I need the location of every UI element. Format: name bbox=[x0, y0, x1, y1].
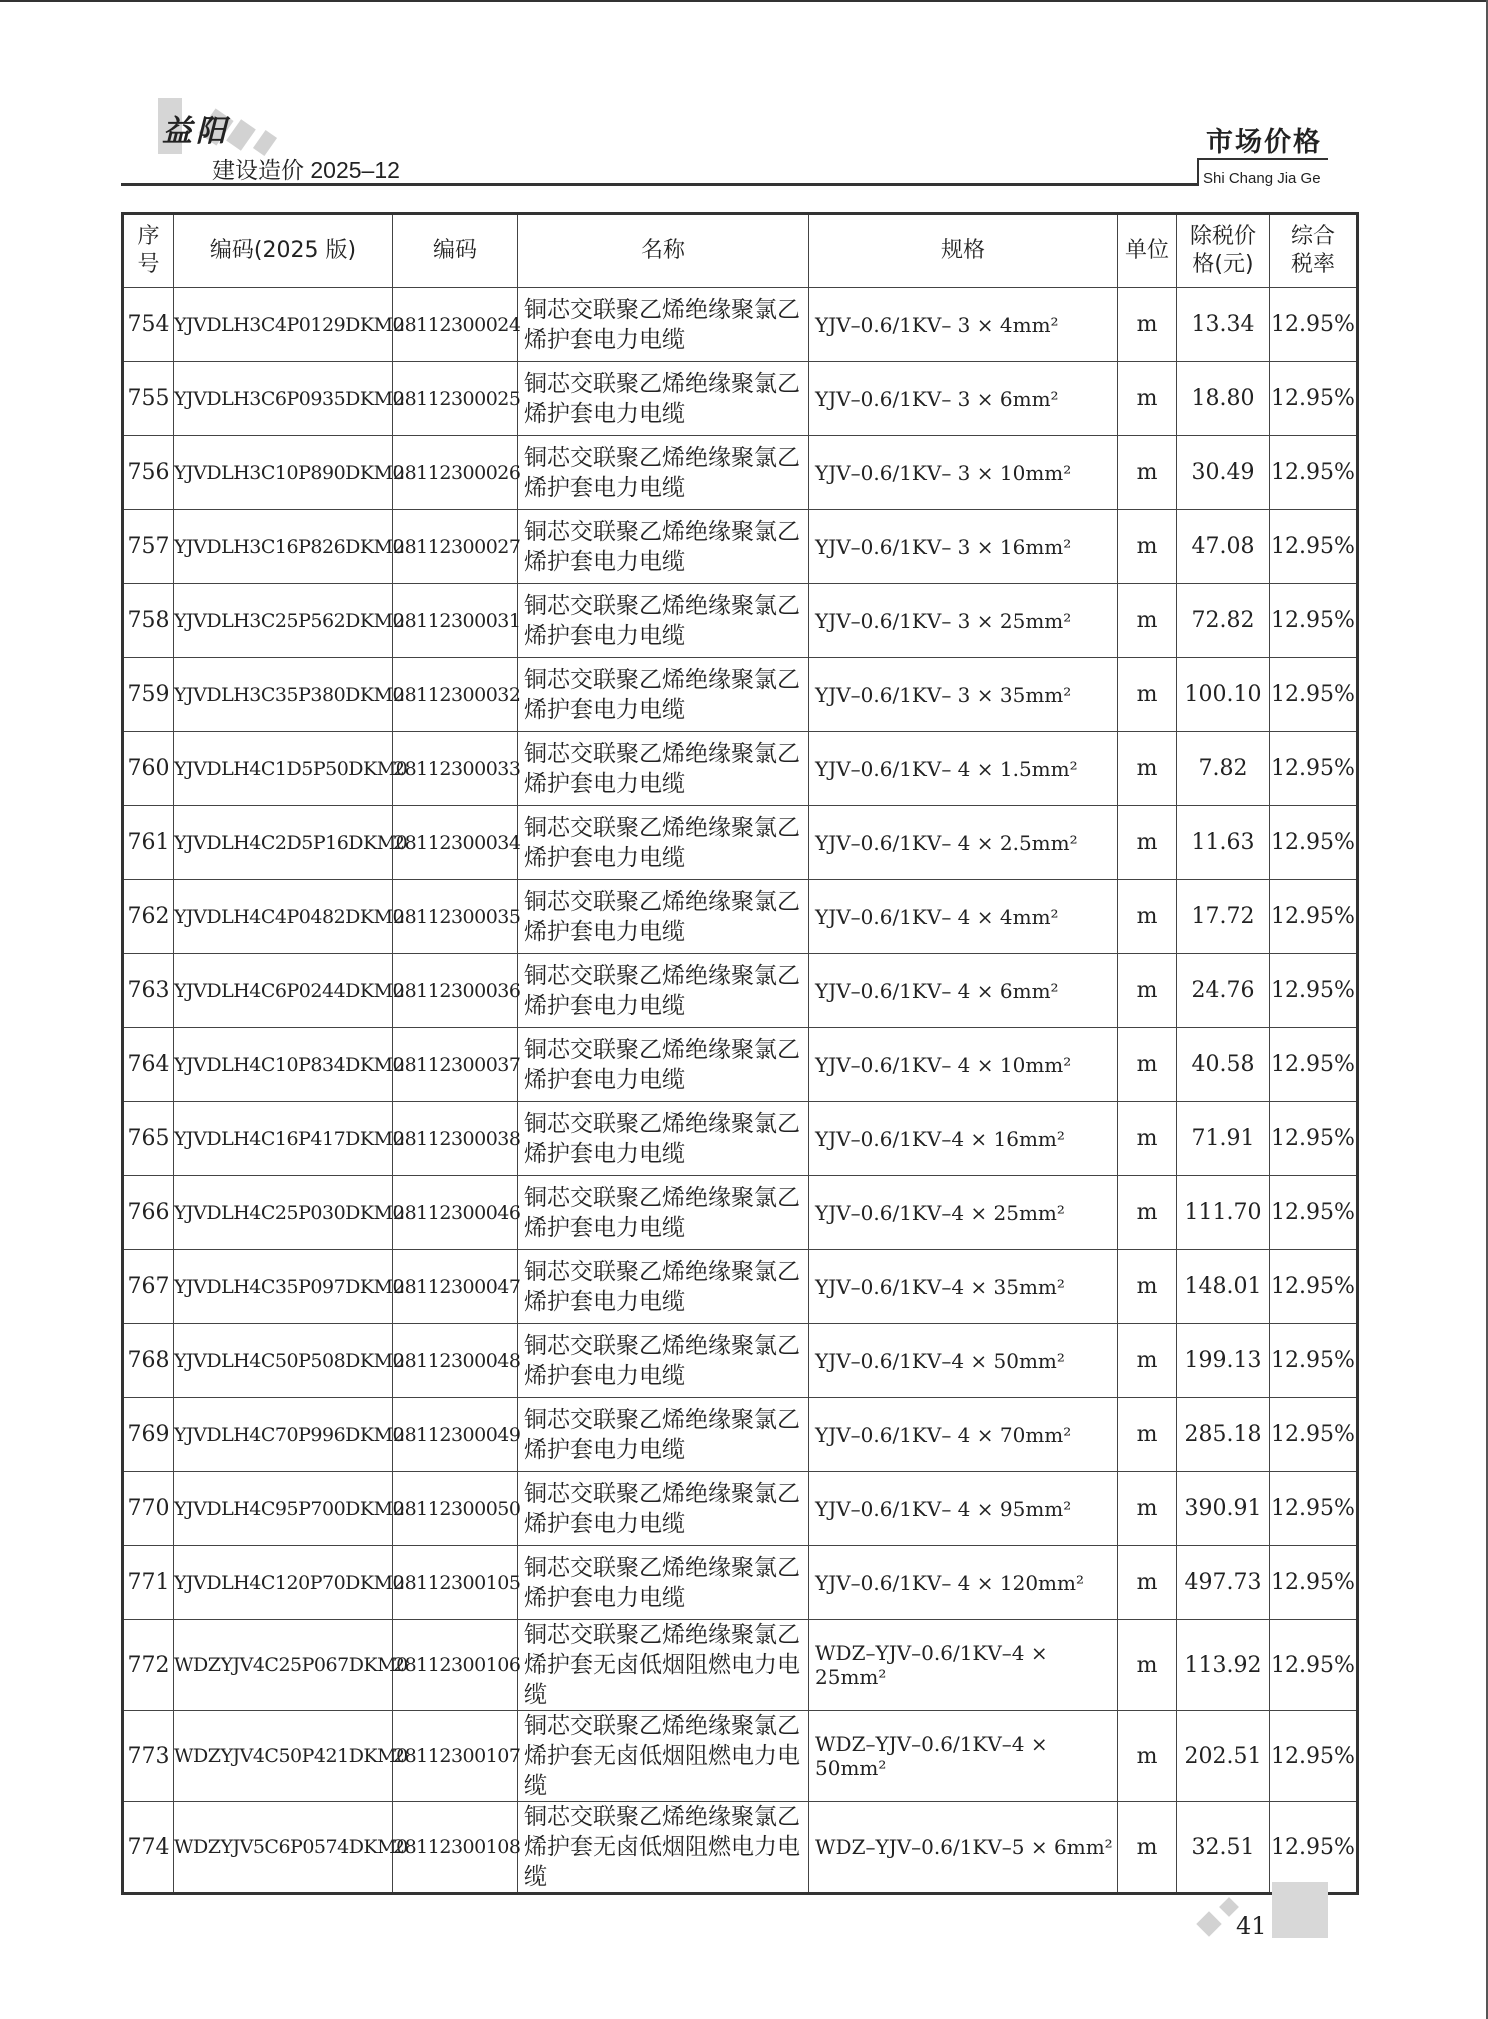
price: 18.80 bbox=[1177, 362, 1270, 436]
table-row bbox=[123, 1546, 1358, 1620]
header-rule bbox=[121, 183, 1198, 186]
row-index: 761 bbox=[123, 806, 174, 880]
unit: m bbox=[1118, 1546, 1177, 1620]
code: 28112300105 bbox=[393, 1546, 518, 1620]
tax-rate: 12.95% bbox=[1270, 1102, 1358, 1176]
tax-rate: 12.95% bbox=[1270, 1620, 1358, 1711]
specification: YJV–0.6/1KV– 4 × 1.5mm² bbox=[809, 732, 1118, 806]
unit: m bbox=[1118, 1620, 1177, 1711]
price: 285.18 bbox=[1177, 1398, 1270, 1472]
price: 199.13 bbox=[1177, 1324, 1270, 1398]
product-name: 铜芯交联聚乙烯绝缘聚氯乙烯护套无卤低烟阻燃电力电缆 bbox=[518, 1711, 809, 1802]
row-index: 756 bbox=[123, 436, 174, 510]
code-2025: WDZYJV4C50P421DKM0 bbox=[174, 1711, 393, 1802]
table-row bbox=[123, 732, 1358, 806]
unit: m bbox=[1118, 658, 1177, 732]
code: 28112300106 bbox=[393, 1620, 518, 1711]
unit: m bbox=[1118, 1802, 1177, 1894]
row-index: 770 bbox=[123, 1472, 174, 1546]
product-name: 铜芯交联聚乙烯绝缘聚氯乙烯护套电力电缆 bbox=[518, 1472, 809, 1546]
specification: YJV–0.6/1KV– 4 × 95mm² bbox=[809, 1472, 1118, 1546]
table-header-row bbox=[123, 214, 1358, 288]
row-index: 774 bbox=[123, 1802, 174, 1894]
code: 28112300024 bbox=[393, 288, 518, 362]
row-index: 765 bbox=[123, 1102, 174, 1176]
tax-rate: 12.95% bbox=[1270, 658, 1358, 732]
specification: YJV–0.6/1KV– 4 × 70mm² bbox=[809, 1398, 1118, 1472]
unit: m bbox=[1118, 1176, 1177, 1250]
unit: m bbox=[1118, 1472, 1177, 1546]
specification: YJV–0.6/1KV–4 × 50mm² bbox=[809, 1324, 1118, 1398]
code-2025: YJVDLH3C10P890DKM0 bbox=[174, 436, 393, 510]
col-header-code-2025: 编码(2025 版) bbox=[174, 214, 393, 288]
code: 28112300027 bbox=[393, 510, 518, 584]
col-header-tax-rate: 综合税率 bbox=[1270, 214, 1358, 288]
col-header-spec: 规格 bbox=[809, 214, 1118, 288]
table-row bbox=[123, 1711, 1358, 1802]
unit: m bbox=[1118, 288, 1177, 362]
table-row bbox=[123, 806, 1358, 880]
code-2025: YJVDLH4C50P508DKM0 bbox=[174, 1324, 393, 1398]
table-row bbox=[123, 1250, 1358, 1324]
product-name: 铜芯交联聚乙烯绝缘聚氯乙烯护套电力电缆 bbox=[518, 880, 809, 954]
product-name: 铜芯交联聚乙烯绝缘聚氯乙烯护套电力电缆 bbox=[518, 1250, 809, 1324]
unit: m bbox=[1118, 1250, 1177, 1324]
price: 390.91 bbox=[1177, 1472, 1270, 1546]
row-index: 768 bbox=[123, 1324, 174, 1398]
code: 28112300049 bbox=[393, 1398, 518, 1472]
product-name: 铜芯交联聚乙烯绝缘聚氯乙烯护套电力电缆 bbox=[518, 1546, 809, 1620]
code-2025: YJVDLH4C4P0482DKM0 bbox=[174, 880, 393, 954]
tax-rate: 12.95% bbox=[1270, 584, 1358, 658]
code: 28112300048 bbox=[393, 1324, 518, 1398]
specification: WDZ–YJV–0.6/1KV–4 × 50mm² bbox=[809, 1711, 1118, 1802]
table-row bbox=[123, 584, 1358, 658]
table-row bbox=[123, 362, 1358, 436]
specification: YJV–0.6/1KV– 4 × 6mm² bbox=[809, 954, 1118, 1028]
code: 28112300035 bbox=[393, 880, 518, 954]
col-header-code: 编码 bbox=[393, 214, 518, 288]
table-row bbox=[123, 1324, 1358, 1398]
row-index: 763 bbox=[123, 954, 174, 1028]
tax-rate: 12.95% bbox=[1270, 1472, 1358, 1546]
code: 28112300038 bbox=[393, 1102, 518, 1176]
specification: YJV–0.6/1KV– 3 × 25mm² bbox=[809, 584, 1118, 658]
row-index: 766 bbox=[123, 1176, 174, 1250]
tax-rate: 12.95% bbox=[1270, 436, 1358, 510]
tax-rate: 12.95% bbox=[1270, 288, 1358, 362]
code-2025: YJVDLH4C95P700DKM0 bbox=[174, 1472, 393, 1546]
specification: YJV–0.6/1KV–4 × 35mm² bbox=[809, 1250, 1118, 1324]
table-row bbox=[123, 1620, 1358, 1711]
product-name: 铜芯交联聚乙烯绝缘聚氯乙烯护套电力电缆 bbox=[518, 1028, 809, 1102]
code: 28112300047 bbox=[393, 1250, 518, 1324]
product-name: 铜芯交联聚乙烯绝缘聚氯乙烯护套电力电缆 bbox=[518, 362, 809, 436]
col-header-price: 除税价格(元) bbox=[1177, 214, 1270, 288]
table-row bbox=[123, 1176, 1358, 1250]
code-2025: WDZYJV4C25P067DKM0 bbox=[174, 1620, 393, 1711]
code-2025: YJVDLH3C4P0129DKM0 bbox=[174, 288, 393, 362]
table-row bbox=[123, 1398, 1358, 1472]
row-index: 758 bbox=[123, 584, 174, 658]
price: 113.92 bbox=[1177, 1620, 1270, 1711]
unit: m bbox=[1118, 732, 1177, 806]
code: 28112300036 bbox=[393, 954, 518, 1028]
tax-rate: 12.95% bbox=[1270, 1028, 1358, 1102]
product-name: 铜芯交联聚乙烯绝缘聚氯乙烯护套无卤低烟阻燃电力电缆 bbox=[518, 1620, 809, 1711]
unit: m bbox=[1118, 584, 1177, 658]
table-row bbox=[123, 1028, 1358, 1102]
code-2025: YJVDLH3C6P0935DKM0 bbox=[174, 362, 393, 436]
col-header-unit: 单位 bbox=[1118, 214, 1177, 288]
table-row bbox=[123, 1802, 1358, 1894]
table-row bbox=[123, 288, 1358, 362]
product-name: 铜芯交联聚乙烯绝缘聚氯乙烯护套电力电缆 bbox=[518, 436, 809, 510]
col-header-index: 序号 bbox=[123, 214, 174, 288]
row-index: 769 bbox=[123, 1398, 174, 1472]
tax-rate: 12.95% bbox=[1270, 1176, 1358, 1250]
product-name: 铜芯交联聚乙烯绝缘聚氯乙烯护套电力电缆 bbox=[518, 732, 809, 806]
tax-rate: 12.95% bbox=[1270, 362, 1358, 436]
product-name: 铜芯交联聚乙烯绝缘聚氯乙烯护套电力电缆 bbox=[518, 1398, 809, 1472]
code: 28112300107 bbox=[393, 1711, 518, 1802]
table-row bbox=[123, 954, 1358, 1028]
specification: WDZ–YJV–0.6/1KV–5 × 6mm² bbox=[809, 1802, 1118, 1894]
price: 40.58 bbox=[1177, 1028, 1270, 1102]
price: 100.10 bbox=[1177, 658, 1270, 732]
row-index: 771 bbox=[123, 1546, 174, 1620]
price: 30.49 bbox=[1177, 436, 1270, 510]
specification: YJV–0.6/1KV–4 × 25mm² bbox=[809, 1176, 1118, 1250]
tax-rate: 12.95% bbox=[1270, 510, 1358, 584]
code-2025: YJVDLH4C120P70DKM0 bbox=[174, 1546, 393, 1620]
product-name: 铜芯交联聚乙烯绝缘聚氯乙烯护套电力电缆 bbox=[518, 806, 809, 880]
product-name: 铜芯交联聚乙烯绝缘聚氯乙烯护套电力电缆 bbox=[518, 510, 809, 584]
tax-rate: 12.95% bbox=[1270, 1711, 1358, 1802]
code: 28112300033 bbox=[393, 732, 518, 806]
table-row bbox=[123, 658, 1358, 732]
unit: m bbox=[1118, 436, 1177, 510]
product-name: 铜芯交联聚乙烯绝缘聚氯乙烯护套电力电缆 bbox=[518, 658, 809, 732]
row-index: 764 bbox=[123, 1028, 174, 1102]
page-number: 41 bbox=[1236, 1912, 1267, 1940]
product-name: 铜芯交联聚乙烯绝缘聚氯乙烯护套电力电缆 bbox=[518, 1324, 809, 1398]
tax-rate: 12.95% bbox=[1270, 1398, 1358, 1472]
section-title: 市场价格 bbox=[1206, 127, 1322, 158]
unit: m bbox=[1118, 880, 1177, 954]
price: 17.72 bbox=[1177, 880, 1270, 954]
table-row bbox=[123, 880, 1358, 954]
col-header-name: 名称 bbox=[518, 214, 809, 288]
page-number-block bbox=[1272, 1882, 1328, 1938]
row-index: 772 bbox=[123, 1620, 174, 1711]
table-row bbox=[123, 1472, 1358, 1546]
code: 28112300026 bbox=[393, 436, 518, 510]
row-index: 755 bbox=[123, 362, 174, 436]
specification: YJV–0.6/1KV– 4 × 2.5mm² bbox=[809, 806, 1118, 880]
row-index: 757 bbox=[123, 510, 174, 584]
price: 32.51 bbox=[1177, 1802, 1270, 1894]
code: 28112300031 bbox=[393, 584, 518, 658]
unit: m bbox=[1118, 954, 1177, 1028]
unit: m bbox=[1118, 510, 1177, 584]
code: 28112300046 bbox=[393, 1176, 518, 1250]
code-2025: YJVDLH4C35P097DKM0 bbox=[174, 1250, 393, 1324]
price: 13.34 bbox=[1177, 288, 1270, 362]
price: 202.51 bbox=[1177, 1711, 1270, 1802]
table-row bbox=[123, 436, 1358, 510]
price: 47.08 bbox=[1177, 510, 1270, 584]
specification: YJV–0.6/1KV– 4 × 4mm² bbox=[809, 880, 1118, 954]
code: 28112300037 bbox=[393, 1028, 518, 1102]
product-name: 铜芯交联聚乙烯绝缘聚氯乙烯护套电力电缆 bbox=[518, 1102, 809, 1176]
tax-rate: 12.95% bbox=[1270, 1324, 1358, 1398]
price: 7.82 bbox=[1177, 732, 1270, 806]
code-2025: YJVDLH3C25P562DKM0 bbox=[174, 584, 393, 658]
header-rule bbox=[1197, 158, 1199, 186]
product-name: 铜芯交联聚乙烯绝缘聚氯乙烯护套电力电缆 bbox=[518, 584, 809, 658]
logo-text: 益阳 bbox=[162, 114, 230, 149]
unit: m bbox=[1118, 806, 1177, 880]
price-table bbox=[121, 212, 1359, 1895]
row-index: 762 bbox=[123, 880, 174, 954]
tax-rate: 12.95% bbox=[1270, 1802, 1358, 1894]
code-2025: YJVDLH3C16P826DKM0 bbox=[174, 510, 393, 584]
code: 28112300032 bbox=[393, 658, 518, 732]
code: 28112300108 bbox=[393, 1802, 518, 1894]
code-2025: YJVDLH4C6P0244DKM0 bbox=[174, 954, 393, 1028]
tax-rate: 12.95% bbox=[1270, 954, 1358, 1028]
price: 72.82 bbox=[1177, 584, 1270, 658]
row-index: 754 bbox=[123, 288, 174, 362]
magazine-title: 建设造价 2025–12 bbox=[212, 157, 400, 183]
decorative-diamond bbox=[1196, 1911, 1221, 1936]
code-2025: YJVDLH4C1D5P50DKM0 bbox=[174, 732, 393, 806]
price: 148.01 bbox=[1177, 1250, 1270, 1324]
code-2025: YJVDLH4C2D5P16DKM0 bbox=[174, 806, 393, 880]
unit: m bbox=[1118, 1324, 1177, 1398]
page-edge bbox=[0, 0, 1488, 2]
tax-rate: 12.95% bbox=[1270, 1250, 1358, 1324]
code-2025: YJVDLH4C10P834DKM0 bbox=[174, 1028, 393, 1102]
section-pinyin: Shi Chang Jia Ge bbox=[1203, 170, 1321, 187]
specification: YJV–0.6/1KV– 3 × 6mm² bbox=[809, 362, 1118, 436]
price: 24.76 bbox=[1177, 954, 1270, 1028]
price: 497.73 bbox=[1177, 1546, 1270, 1620]
code-2025: WDZYJV5C6P0574DKM0 bbox=[174, 1802, 393, 1894]
table-row bbox=[123, 1102, 1358, 1176]
tax-rate: 12.95% bbox=[1270, 880, 1358, 954]
unit: m bbox=[1118, 362, 1177, 436]
specification: YJV–0.6/1KV– 3 × 35mm² bbox=[809, 658, 1118, 732]
product-name: 铜芯交联聚乙烯绝缘聚氯乙烯护套电力电缆 bbox=[518, 954, 809, 1028]
price: 71.91 bbox=[1177, 1102, 1270, 1176]
tax-rate: 12.95% bbox=[1270, 806, 1358, 880]
specification: YJV–0.6/1KV– 3 × 10mm² bbox=[809, 436, 1118, 510]
specification: WDZ–YJV–0.6/1KV–4 × 25mm² bbox=[809, 1620, 1118, 1711]
tax-rate: 12.95% bbox=[1270, 732, 1358, 806]
specification: YJV–0.6/1KV– 3 × 16mm² bbox=[809, 510, 1118, 584]
unit: m bbox=[1118, 1028, 1177, 1102]
specification: YJV–0.6/1KV– 4 × 10mm² bbox=[809, 1028, 1118, 1102]
price: 11.63 bbox=[1177, 806, 1270, 880]
code-2025: YJVDLH4C25P030DKM0 bbox=[174, 1176, 393, 1250]
row-index: 759 bbox=[123, 658, 174, 732]
specification: YJV–0.6/1KV–4 × 16mm² bbox=[809, 1102, 1118, 1176]
row-index: 773 bbox=[123, 1711, 174, 1802]
unit: m bbox=[1118, 1102, 1177, 1176]
table-row bbox=[123, 510, 1358, 584]
specification: YJV–0.6/1KV– 3 × 4mm² bbox=[809, 288, 1118, 362]
product-name: 铜芯交联聚乙烯绝缘聚氯乙烯护套电力电缆 bbox=[518, 288, 809, 362]
code-2025: YJVDLH4C16P417DKM0 bbox=[174, 1102, 393, 1176]
specification: YJV–0.6/1KV– 4 × 120mm² bbox=[809, 1546, 1118, 1620]
code: 28112300034 bbox=[393, 806, 518, 880]
code: 28112300025 bbox=[393, 362, 518, 436]
code: 28112300050 bbox=[393, 1472, 518, 1546]
price: 111.70 bbox=[1177, 1176, 1270, 1250]
product-name: 铜芯交联聚乙烯绝缘聚氯乙烯护套电力电缆 bbox=[518, 1176, 809, 1250]
unit: m bbox=[1118, 1711, 1177, 1802]
code-2025: YJVDLH3C35P380DKM0 bbox=[174, 658, 393, 732]
row-index: 760 bbox=[123, 732, 174, 806]
row-index: 767 bbox=[123, 1250, 174, 1324]
tax-rate: 12.95% bbox=[1270, 1546, 1358, 1620]
code-2025: YJVDLH4C70P996DKM0 bbox=[174, 1398, 393, 1472]
unit: m bbox=[1118, 1398, 1177, 1472]
product-name: 铜芯交联聚乙烯绝缘聚氯乙烯护套无卤低烟阻燃电力电缆 bbox=[518, 1802, 809, 1894]
